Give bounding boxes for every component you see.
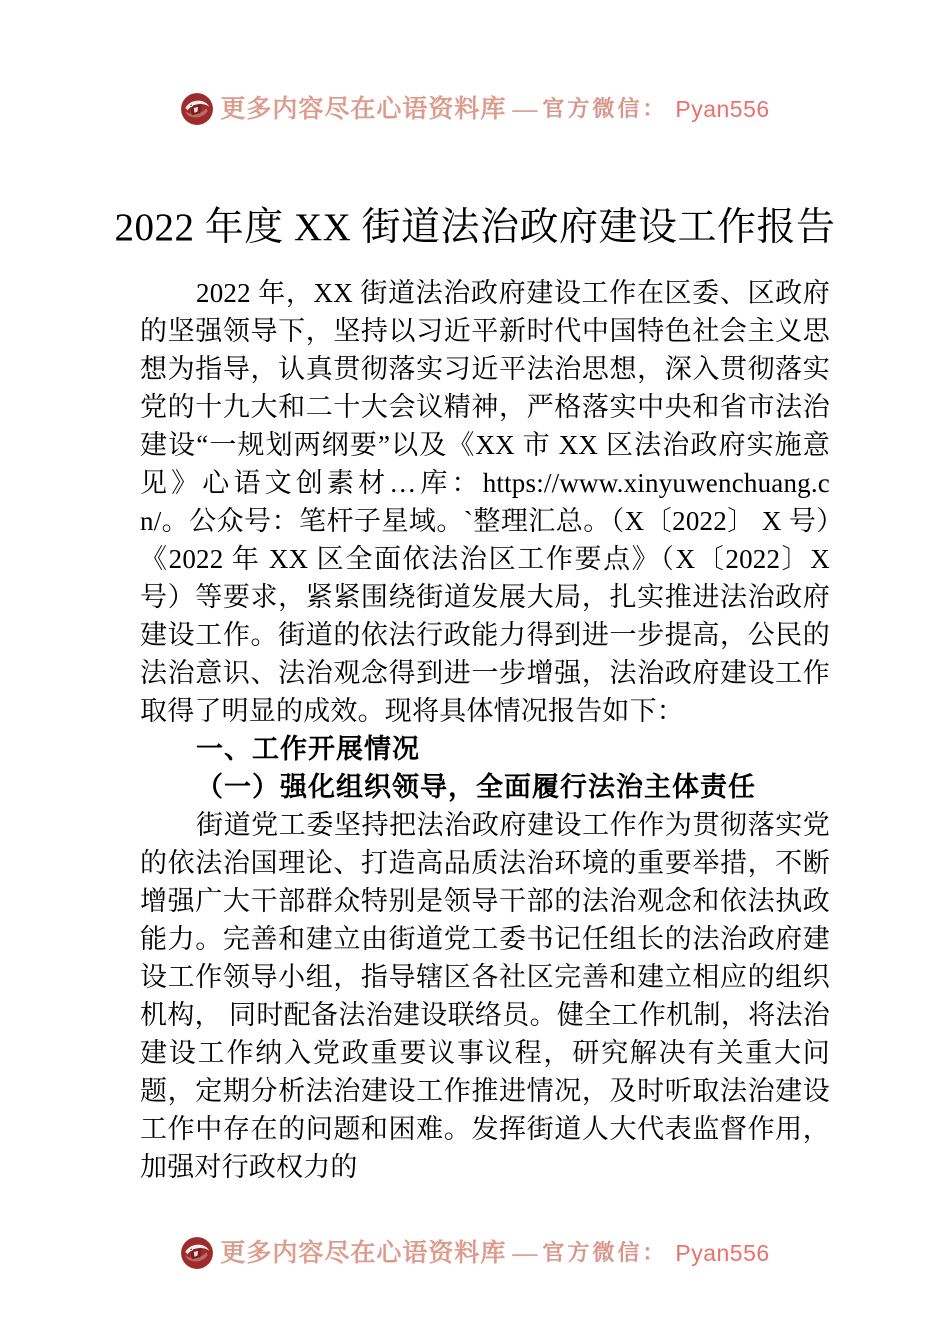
watermark-text: 更多内容尽在心语资料库	[220, 1239, 507, 1267]
document-body	[140, 274, 830, 1186]
subsection-heading-organization: （一）强化组织领导，全面履行法治主体责任	[196, 772, 756, 802]
watermark-wechat-id: Pyan556	[675, 95, 770, 122]
watermark-text: 更多内容尽在心语资料库	[220, 95, 507, 123]
watermark-official-label: 官方微信：	[542, 96, 668, 121]
watermark-header	[0, 92, 950, 126]
circular-emblem-icon	[180, 92, 214, 126]
watermark-official-label: 官方微信：	[542, 1240, 668, 1265]
watermark-wechat-id: Pyan556	[675, 1239, 770, 1266]
organization-paragraph: 街道党工委坚持把法治政府建设工作作为贯彻落实党的依法治国理论、打造高品质法治环境的重要举措，不断增强广大干部群众特别是领导干部的法治观念和依法执政能力。完善和建立由街道党工委书记任组长的法治政府建设工作领导小组，指导辖区各社区完善和建立相应的组织机构， 同时配备法治建设联络员。健全工作机制，将法治建设工作纳入党政重要议事议程，研究解决有关重大问题，定期分析法治建设工作推进情况，及时听取法治建设工作中存在的问题和困难。发挥街道人大代表监督作用，加强对行政权力的	[140, 810, 830, 1182]
watermark-footer	[0, 1236, 950, 1270]
intro-paragraph: 2022 年，XX 街道法治政府建设工作在区委、区政府的坚强领导下，坚持以习近平新时代中国特色社会主义思想为指导，认真贯彻落实习近平法治思想，深入贯彻落实党的十九大和二十大会议精神，严格落实中央和省市法治建设“一规划两纲要”以及《XX 市 XX 区法治政府实施意见》心语文创素材…库：https://www.xinyuwenchuang.cn/。公众号：笔杆子星域。`整理汇总。（X〔2022〕 X 号）《2022 年 XX 区全面依法治区工作要点》（X〔2022〕X 号）等要求，紧紧围绕街道发展大局，扎实推进法治政府建设工作。街道的依法行政能力得到进一步提高，公民的法治意识、法治观念得到进一步增强，法治政府建设工作取得了明显的成效。现将具体情况报告如下：	[140, 278, 830, 726]
page-title: 2022 年度 XX 街道法治政府建设工作报告	[114, 206, 836, 250]
watermark-dash: —	[512, 1239, 537, 1267]
circular-emblem-icon	[180, 1236, 214, 1270]
watermark-dash: —	[512, 95, 537, 123]
section-heading-work-progress: 一、工作开展情况	[196, 734, 420, 764]
